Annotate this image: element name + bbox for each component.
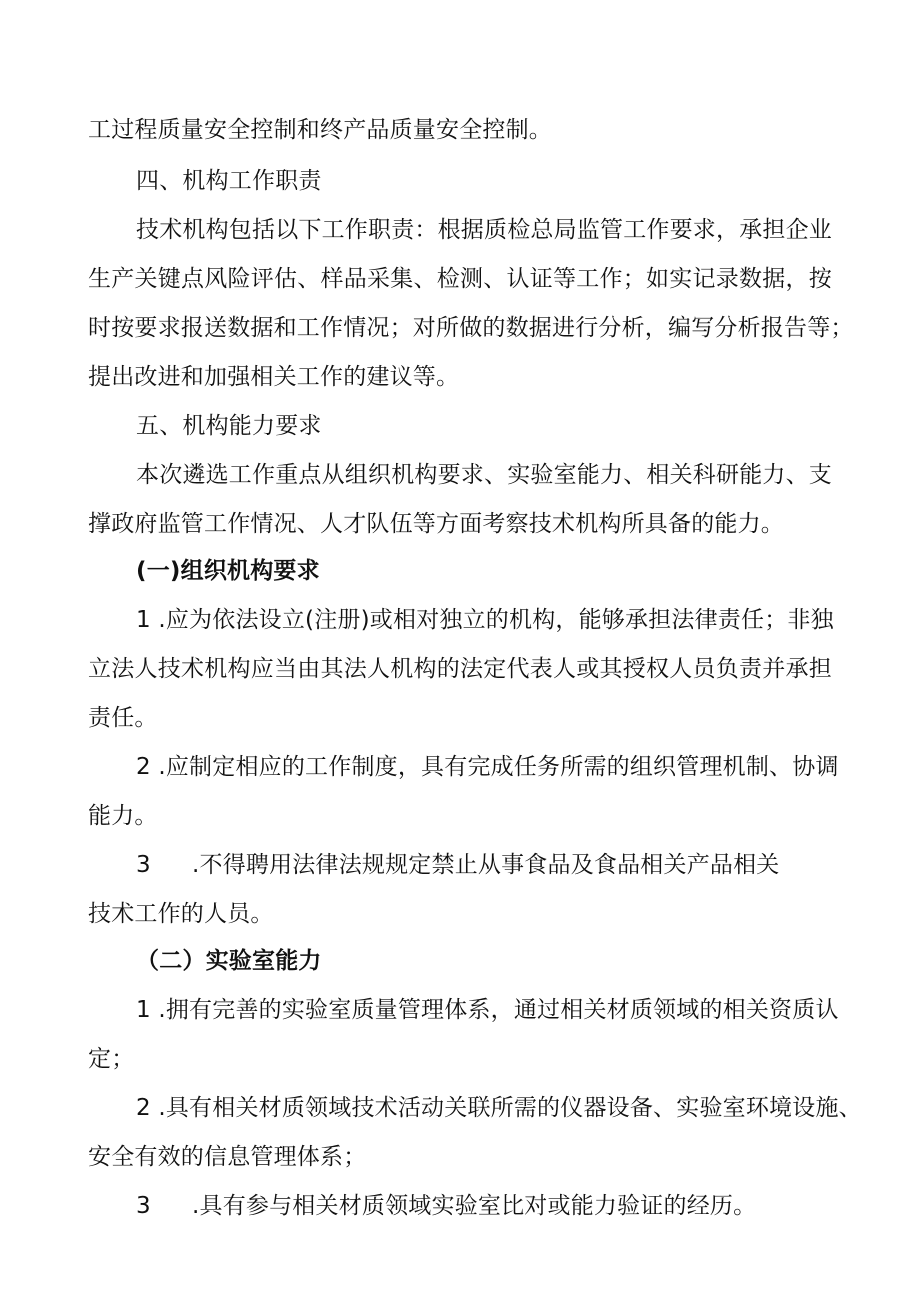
paragraph-line: 技术机构包括以下工作职责：根据质检总局监管工作要求，承担企业 xyxy=(136,217,832,243)
list-item-line: 2 .具有相关材质领域技术活动关联所需的仪器设备、实验室环境设施、 xyxy=(136,1095,862,1121)
list-item-line xyxy=(136,850,780,880)
section-heading-4: 四、机构工作职责 xyxy=(136,168,322,194)
list-number: 3 xyxy=(136,1193,151,1219)
list-item-line: 定； xyxy=(88,1046,135,1072)
list-item-line: 1 .拥有完善的实验室质量管理体系，通过相关材质领域的相关资质认 xyxy=(136,997,839,1023)
paragraph-line: 本次遴选工作重点从组织机构要求、实验室能力、相关科研能力、支 xyxy=(136,462,832,488)
list-item-line: 能力。 xyxy=(88,803,158,829)
list-number: 3 xyxy=(136,852,151,878)
paragraph-line: 生产关键点风险评估、样品采集、检测、认证等工作；如实记录数据，按 xyxy=(88,266,832,292)
list-item-line: 立法人技术机构应当由其法人机构的法定代表人或其授权人员负责并承担 xyxy=(88,656,832,682)
list-item-line: 技术工作的人员。 xyxy=(88,901,274,927)
paragraph-line: 提出改进和加强相关工作的建议等。 xyxy=(88,364,460,390)
subsection-heading-1: (一)组织机构要求 xyxy=(136,558,320,584)
list-item-line: 1 .应为依法设立(注册)或相对独立的机构，能够承担法律责任；非独 xyxy=(136,607,834,633)
list-item-line xyxy=(136,1191,756,1221)
paragraph-line: 撑政府监管工作情况、人才队伍等方面考察技术机构所具备的能力。 xyxy=(88,511,784,537)
section-heading-5: 五、机构能力要求 xyxy=(136,413,322,439)
list-item-line: 安全有效的信息管理体系； xyxy=(88,1144,367,1170)
list-item-text: .不得聘用法律法规规定禁止从事食品及食品相关产品相关 xyxy=(192,852,780,878)
list-item-line: 责任。 xyxy=(88,705,158,731)
list-item-text: .具有参与相关材质领域实验室比对或能力验证的经历。 xyxy=(192,1193,757,1219)
list-item-line: 2 .应制定相应的工作制度，具有完成任务所需的组织管理机制、协调 xyxy=(136,754,839,780)
paragraph-line: 时按要求报送数据和工作情况；对所做的数据进行分析，编写分析报告等； xyxy=(88,315,854,341)
paragraph-line: 工过程质量安全控制和终产品质量安全控制。 xyxy=(88,117,552,143)
subsection-heading-2: （二）实验室能力 xyxy=(136,948,322,974)
